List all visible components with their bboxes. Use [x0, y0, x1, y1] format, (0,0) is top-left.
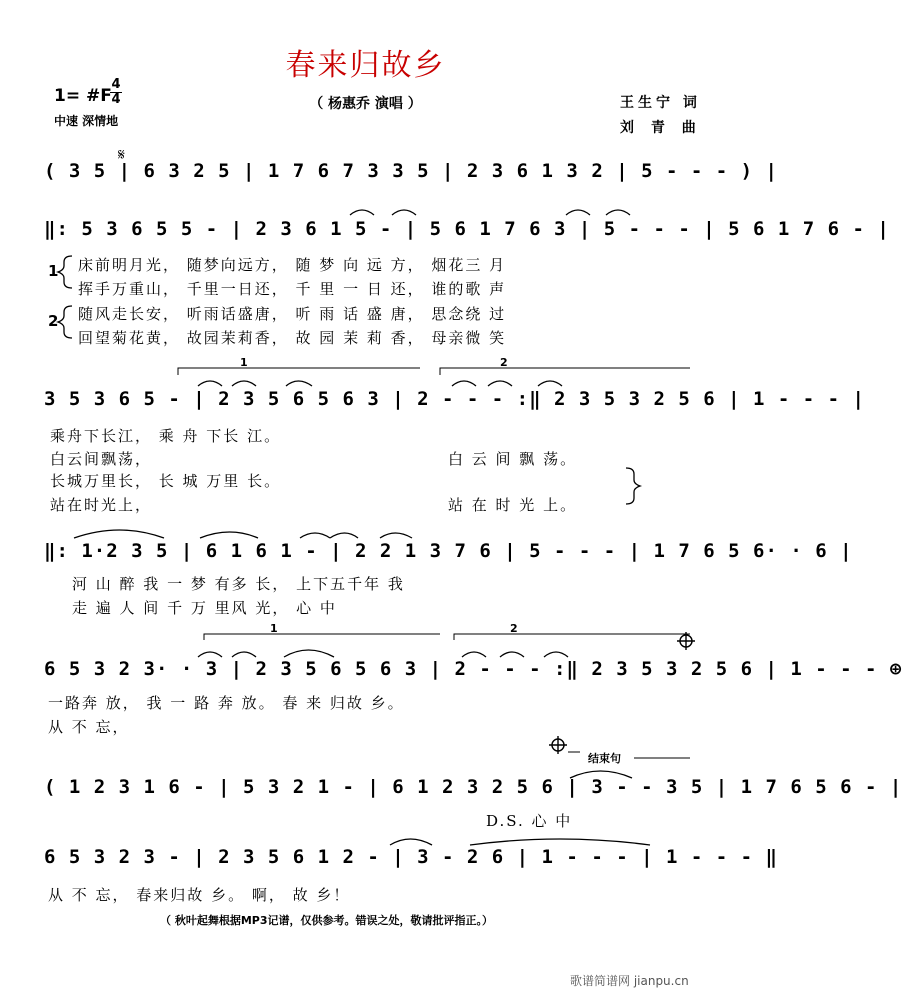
- composer: 刘 青 曲: [620, 120, 702, 136]
- score-line-1: ( 3 5 | 6 3 2 5 | 1 7 6 7 3 3 5 | 2 3 6 1 3 2 | 5 - - - ) |: [44, 160, 778, 182]
- footer-note: （ 秋叶起舞根据MP3记谱，仅供参考。错误之处，敬请批评指正。）: [160, 914, 493, 927]
- slur: [392, 210, 416, 215]
- volta-label-2b: 2: [510, 622, 518, 635]
- performer: （ 杨惠乔 演唱 ）: [309, 96, 422, 112]
- verse-brace: [58, 306, 72, 338]
- slur: [350, 210, 374, 215]
- lyric-line: 走 遍 人 间 千 万 里风 光， 心 中: [72, 599, 337, 617]
- segno-icon: 𝄋: [118, 145, 125, 164]
- score-line-2: ‖: 5 3 6 5 5 - | 2 3 6 1 5 - | 5 6 1 7 6 3 | 5 - - - | 5 6 1 7 6 - |: [44, 218, 890, 240]
- lyric-line: 河 山 醉 我 一 梦 有多 长， 上下五千年 我: [72, 575, 405, 593]
- score-line-6: ( 1 2 3 1 6 - | 5 3 2 1 - | 6 1 2 3 2 5 6 | 3 - - 3 5 | 1 7 6 5 6 - |: [44, 776, 902, 798]
- slur: [566, 210, 590, 215]
- volta-bracket-1b: [204, 634, 440, 640]
- verse-brace: [58, 256, 72, 288]
- slur: [606, 210, 630, 215]
- lyric-line: 站 在 时 光 上。: [448, 496, 578, 514]
- lyric-line: 从 不 忘， 春来归故 乡。 啊， 故 乡！: [48, 886, 351, 904]
- lyric-line: 回望菊花黄， 故园茉莉香， 故 园 茉 莉 香， 母亲微 笑: [78, 329, 507, 347]
- verse-number-1: 1: [48, 262, 59, 280]
- lyric-line: 随风走长安， 听雨话盛唐， 听 雨 话 盛 唐， 思念绕 过: [78, 305, 507, 323]
- meter-top: 4: [111, 77, 121, 92]
- lyric-line: D.S. 心 中: [486, 812, 573, 830]
- volta-label-2: 2: [500, 356, 508, 369]
- watermark: 歌谱简谱网 jianpu.cn: [570, 974, 689, 988]
- meter-bottom: 4: [111, 92, 121, 107]
- lyric-line: 一路奔 放， 我 一 路 奔 放。 春 来 归故 乡。: [48, 694, 405, 712]
- lyric-line: 床前明月光， 随梦向远方， 随 梦 向 远 方， 烟花三 月: [78, 256, 507, 274]
- verse-number-2: 2: [48, 312, 59, 330]
- lyric-line: 站在时光上，: [50, 496, 153, 514]
- tempo-marking: 中速 深情地: [54, 114, 119, 128]
- lyric-line: 乘舟下长江， 乘 舟 下长 江。: [50, 427, 282, 445]
- volta-bracket-2: [440, 368, 690, 375]
- right-brace: [626, 468, 640, 504]
- score-line-4: ‖: 1·2 3 5 | 6 1 6 1 - | 2 2 1 3 7 6 | 5 - - - | 1 7 6 5 6· · 6 |: [44, 540, 853, 562]
- score-line-5: 6 5 3 2 3· · 3 | 2 3 5 6 5 6 3 | 2 - - - :‖ 2 3 5 3 2 5 6 | 1 - - - ⊕: [44, 658, 902, 680]
- volta-bracket-2b: [454, 634, 690, 640]
- lyric-line: 挥手万重山， 千里一日还， 千 里 一 日 还， 谁的歌 声: [78, 280, 507, 298]
- lyricist: 王生宁 词: [620, 95, 701, 111]
- volta-label-1: 1: [240, 356, 248, 369]
- volta-bracket-1: [178, 368, 420, 375]
- ending-label: 结束句: [588, 752, 621, 765]
- lyric-line: 长城万里长， 长 城 万里 长。: [50, 472, 282, 490]
- score-line-7: 6 5 3 2 3 - | 2 3 5 6 1 2 - | 3 - 2 6 | 1 - - - | 1 - - - ‖: [44, 846, 778, 868]
- lyric-line: 白云间飘荡，: [50, 450, 153, 468]
- key-signature: 1= #F: [54, 86, 112, 106]
- lyric-line: 从 不 忘，: [48, 718, 130, 736]
- volta-label-1b: 1: [270, 622, 278, 635]
- song-title: 春来归故乡: [285, 48, 446, 83]
- score-line-3: 3 5 3 6 5 - | 2 3 5 6 5 6 3 | 2 - - - :‖ 2 3 5 3 2 5 6 | 1 - - - |: [44, 388, 865, 410]
- lyric-line: 白 云 间 飘 荡。: [448, 450, 578, 468]
